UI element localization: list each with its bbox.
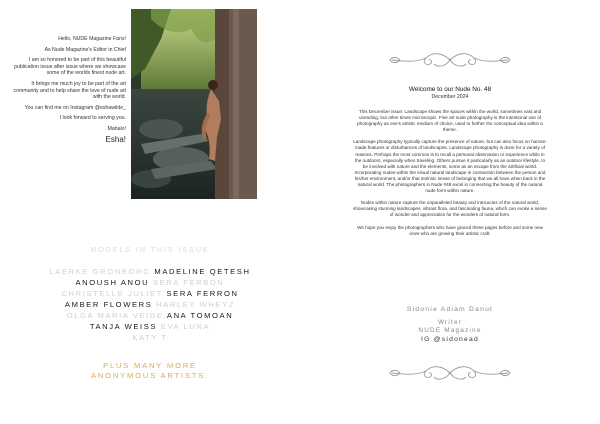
model-name: TANJA WEISS <box>89 322 161 331</box>
writer-signoff <box>350 306 550 344</box>
editor-signature: Esha! <box>105 134 126 144</box>
plus-more-text <box>40 361 260 381</box>
letter-paragraph-4: I look forward to serving you. <box>59 115 126 122</box>
body-paragraph-2: Landscape photography typically capture the presence of nature, but can also focus on human-made features or disturbances of landscapes. Landscape photography is done for a variety of reasons. Perhaps the most common is to recall a personal observation or experience while in the outdoors, especially when traveling. Others pursue it particularly as an outdoor lifestyle, to be involved with nature and the elements, some as an escape from the artificial world. Incorporating nudes within the visual natural landscape in connection between the person and his/her environment, and/or that intrinsic sense of belonging that we all have when back in the natural world. The photographers in Nude #48 excel in connecting the beauty of the natural nude form within nature. <box>353 139 547 194</box>
model-line <box>40 288 260 299</box>
model-name: ANA TOMOAN <box>166 311 234 320</box>
model-name: EVA LUNA <box>160 322 211 331</box>
welcome-body <box>352 109 548 243</box>
model-name: KATY T <box>132 333 168 342</box>
writer-role: Writer <box>437 319 463 326</box>
model-name: SERA FERRON <box>166 289 239 298</box>
right-page <box>300 0 600 424</box>
model-name: HARLEY WHEYZ <box>156 300 236 309</box>
models-title: MODELS IN THIS ISSUE <box>90 247 210 254</box>
model-name: CHRISTELLE JULIET <box>61 289 167 298</box>
letter-paragraph-1: I am so honored to be part of this beautiful publication issue after issue where we showcase some of the worlds finest nude art. <box>14 57 126 77</box>
letter-paragraph-3: You can find me on Instagram @eshawilde_ <box>24 104 126 111</box>
letter-paragraph-2: It brings me much joy to be part of the art community and to help share the love of nude art with the world. <box>13 80 126 101</box>
model-line <box>40 321 260 332</box>
cover-photo <box>131 9 257 199</box>
editor-role: As Nude Magazine's Editor in Chief <box>44 46 126 53</box>
body-paragraph-4: We hope you enjoy the photographers who have graced these pages before and some new ones who are growing their artistic craft. <box>357 224 543 236</box>
model-name: AMBER FLOWERS <box>64 300 157 309</box>
plus-line-2: ANONYMOUS ARTISTS. <box>91 371 209 380</box>
model-name: OLGA MARIA VEIDE <box>66 311 167 320</box>
welcome-header <box>330 86 570 100</box>
model-lines <box>40 266 260 343</box>
flourish-ornament-top <box>386 49 514 71</box>
photo-illustration <box>131 9 257 199</box>
model-line <box>40 332 260 343</box>
model-line <box>40 310 260 321</box>
model-name: SERA FERBON <box>152 278 225 287</box>
writer-publication: NUDE Magazine <box>418 327 482 334</box>
letter-closing: Mahalo! <box>107 125 126 132</box>
body-paragraph-3: Nudes within nature capture the unparalleled beauty and intricacies of the natural world, showcasing stunning landscapes, vibrant flora, and fascinating fauna, which can evoke a sense of wonder and appreciation for the wonders of natural form. <box>353 200 547 218</box>
plus-line-1: PLUS MANY MORE <box>103 361 197 370</box>
editor-letter <box>6 36 126 147</box>
greeting: Hello, NUDE Magazine Fans! <box>58 36 126 42</box>
body-paragraph-1: This December issue: Landscape shows the spaces within the world, sometimes vast and unending, but other times microscopic. Fine art nude photography is the intentional use of photography as one's artistic medium of choice, used to further the conceptual idea within a theme. <box>357 109 543 133</box>
flourish-ornament-bottom <box>386 362 514 384</box>
model-name: ANOUSH ANOU <box>75 278 153 287</box>
models-list <box>40 247 260 381</box>
writer-instagram: IG @sidonead <box>421 336 479 343</box>
model-line <box>40 266 260 277</box>
welcome-title: Welcome to our Nude No. 48 <box>408 86 492 93</box>
model-line <box>40 277 260 288</box>
issue-date: December 2024 <box>431 94 469 100</box>
model-name: LAERKE GRONBORG <box>49 267 155 276</box>
model-name: MADELINE QETESH <box>154 267 251 276</box>
model-line <box>40 299 260 310</box>
writer-name: Sidonie Adiam Danut <box>406 306 494 313</box>
